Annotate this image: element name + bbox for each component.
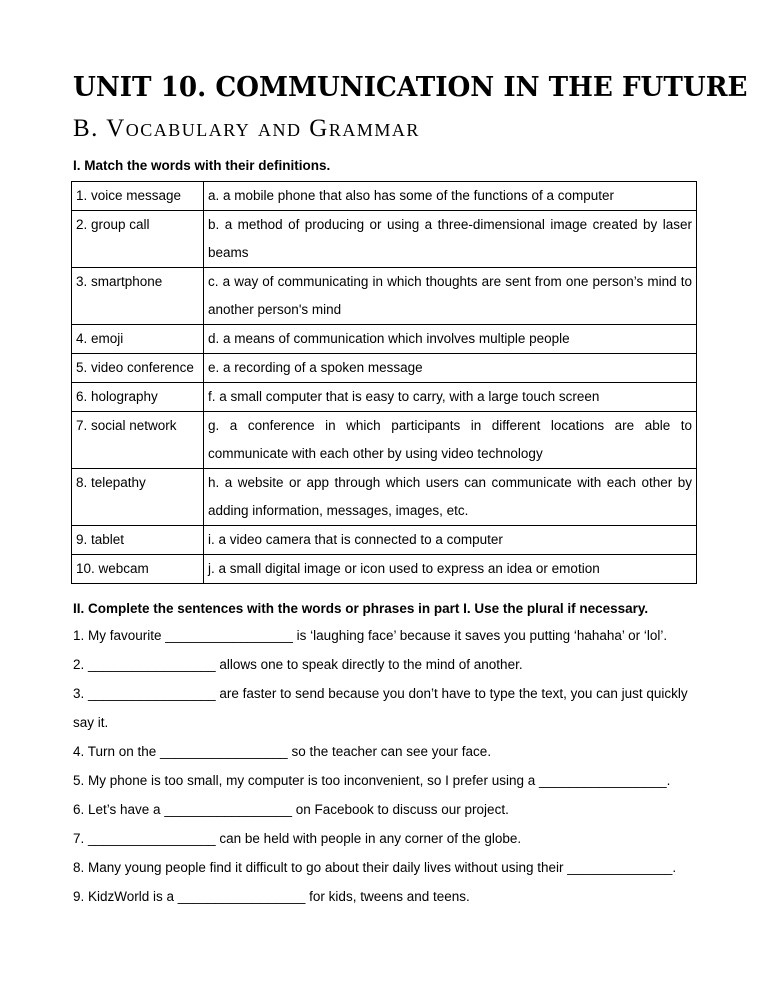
table-row xyxy=(72,555,697,584)
word-cell xyxy=(72,526,204,555)
sentence: 2. _________________ allows one to speak directly to the mind of another. xyxy=(73,657,523,672)
word-cell xyxy=(72,211,204,268)
sentence: 4. Turn on the _________________ so the teacher can see your face. xyxy=(73,744,492,759)
definition-cell xyxy=(204,354,697,383)
word-text: 9. tablet xyxy=(76,532,125,547)
table-row xyxy=(72,182,697,211)
sentence: 9. KidzWorld is a _________________ for kids, tweens and teens. xyxy=(73,889,470,904)
word-cell xyxy=(72,325,204,354)
definition-text: j. a small digital image or icon used to express an idea or emotion xyxy=(208,561,600,576)
sentence: 7. _________________ can be held with people in any corner of the globe. xyxy=(73,831,522,846)
definition-cell xyxy=(204,182,697,211)
definition-cell xyxy=(204,211,697,268)
unit-title: UNIT 10. COMMUNICATION IN THE FUTURE xyxy=(73,72,748,103)
definition-cell xyxy=(204,469,697,526)
word-text: 7. social network xyxy=(76,418,177,433)
definition-text: c. a way of communicating in which thoughts are sent from one person’s mind to another person's mind xyxy=(208,274,692,317)
word-cell xyxy=(72,555,204,584)
definition-text: i. a video camera that is connected to a computer xyxy=(208,532,503,547)
word-cell xyxy=(72,412,204,469)
definition-cell xyxy=(204,412,697,469)
table-row xyxy=(72,383,697,412)
table-row xyxy=(72,268,697,325)
definition-cell xyxy=(204,383,697,412)
sentence: 1. My favourite _________________ is ‘laughing face’ because it saves you putting ‘hahaha’ or ‘lol’. xyxy=(73,628,668,643)
definition-cell xyxy=(204,268,697,325)
sentence: 6. Let’s have a _________________ on Facebook to discuss our project. xyxy=(73,802,509,817)
definition-text: b. a method of producing or using a three-dimensional image created by laser beams xyxy=(208,217,692,260)
part2-heading: II. Complete the sentences with the words or phrases in part I. Use the plural if necessary. xyxy=(73,601,649,616)
definition-cell xyxy=(204,555,697,584)
word-text: 8. telepathy xyxy=(76,475,146,490)
definition-cell xyxy=(204,526,697,555)
section-subtitle: B. Vocabulary and Grammar xyxy=(73,115,420,142)
word-cell xyxy=(72,469,204,526)
word-cell xyxy=(72,182,204,211)
sentence: 5. My phone is too small, my computer is too inconvenient, so I prefer using a _________________. xyxy=(73,773,671,788)
table-row xyxy=(72,354,697,383)
word-cell xyxy=(72,268,204,325)
table-row xyxy=(72,469,697,526)
table-row xyxy=(72,211,697,268)
word-cell xyxy=(72,383,204,412)
word-text: 6. holography xyxy=(76,389,158,404)
part1-heading: I. Match the words with their definitions. xyxy=(73,158,331,173)
sentence: 8. Many young people find it difficult to go about their daily lives without using their ______________. xyxy=(73,860,677,875)
definition-text: g. a conference in which participants in different locations are able to communicate with each other by using video technology xyxy=(208,418,692,461)
word-text: 3. smartphone xyxy=(76,274,163,289)
word-text: 2. group call xyxy=(76,217,150,232)
word-text: 1. voice message xyxy=(76,188,182,203)
sentence: 3. _________________ are faster to send because you don’t have to type the text, you can just quickly xyxy=(73,686,688,701)
definition-text: h. a website or app through which users can communicate with each other by adding information, messages, images, etc. xyxy=(208,475,692,518)
definition-text: a. a mobile phone that also has some of the functions of a computer xyxy=(208,188,614,203)
word-text: 4. emoji xyxy=(76,331,124,346)
table-row xyxy=(72,412,697,469)
definition-text: d. a means of communication which involves multiple people xyxy=(208,331,570,346)
word-text: 10. webcam xyxy=(76,561,149,576)
word-text: 5. video conference xyxy=(76,360,194,375)
definition-text: f. a small computer that is easy to carry, with a large touch screen xyxy=(208,389,600,404)
table-row xyxy=(72,526,697,555)
definition-cell xyxy=(204,325,697,354)
word-cell xyxy=(72,354,204,383)
sentence: say it. xyxy=(73,715,109,730)
matching-table xyxy=(71,181,697,584)
table-row xyxy=(72,325,697,354)
definition-text: e. a recording of a spoken message xyxy=(208,360,423,375)
